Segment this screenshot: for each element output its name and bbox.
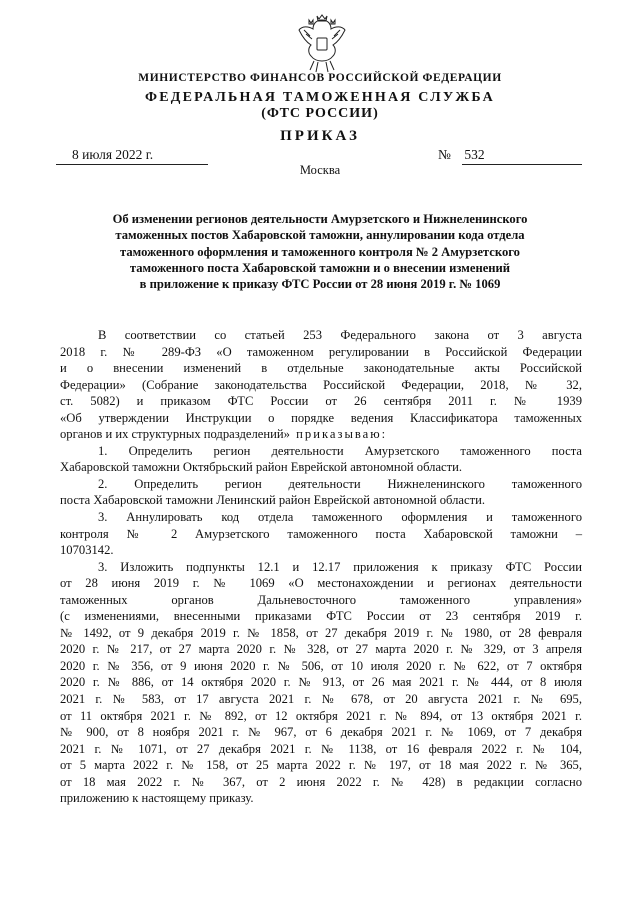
order-title [60, 211, 580, 292]
document-type: ПРИКАЗ [280, 128, 360, 144]
title-line: таможенного поста Хабаровской таможни и о внесении изменений [129, 260, 511, 275]
body-line: органов и их структурных подразделений» [60, 427, 290, 442]
body-line: и о внесении изменений в отдельные законодательные акты Российской [60, 361, 582, 376]
title-line: в приложение к приказу ФТС России от 28 июня 2019 г. № 1069 [139, 277, 501, 292]
body-line: 3. Изложить подпункты 12.1 и 12.17 приложения к приказу ФТС России [98, 559, 582, 574]
body-line: 2021 г. № 583, от 17 августа 2021 г. № 678, от 20 августа 2021 г. № 695, [60, 692, 582, 707]
body-line: «Об утверждении Инструкции о порядке ведения Классификатора таможенных [60, 410, 582, 425]
number-sign: № [438, 147, 451, 162]
body-line: 2020 г. № 356, от 9 июня 2020 г. № 506, от 10 июля 2020 г. № 622, от 7 октября [60, 658, 582, 673]
title-line: Об изменении регионов деятельности Амурзетского и Нижнеленинского [112, 212, 528, 226]
body-line-with-directive [60, 426, 582, 443]
body-line: 2018 г. № 289-ФЗ «О таможенном регулировании в Российской Федерации [60, 344, 582, 359]
directive-word: приказываю: [296, 427, 388, 442]
city: Москва [299, 163, 341, 177]
body-line: 10703142. [60, 543, 114, 558]
body-line: 2020 г. № 217, от 27 марта 2020 г. № 328, от 27 марта 2020 г. № 329, от 3 апреля [60, 642, 582, 657]
body-line: приложению к настоящему приказу. [60, 791, 254, 806]
body-line: от 11 октября 2021 г. № 892, от 12 октября 2021 г. № 894, от 13 октября 2021 г. [60, 708, 582, 723]
order-body [60, 327, 582, 807]
coat-of-arms-emblem [296, 12, 348, 74]
body-line: ст. 5082) и приказом ФТС России от 26 сентября 2011 г. № 1939 [60, 394, 582, 409]
body-line: от 5 марта 2022 г. № 158, от 25 марта 2022 г. № 197, от 18 мая 2022 г. № 365, [60, 758, 582, 773]
body-line: 2021 г. № 1071, от 27 декабря 2021 г. № 1138, от 16 февраля 2022 г. № 104, [60, 741, 582, 756]
body-line: контроля № 2 Амурзетского таможенного поста Хабаровской таможни – [60, 526, 582, 541]
body-line: от 28 июня 2019 г. № 1069 «О местонахождении и регионах деятельности [60, 576, 582, 591]
title-line: таможенных постов Хабаровской таможни, аннулировании кода отдела [115, 228, 525, 243]
body-line: Федерации» (Собрание законодательства Российской Федерации, 2018, № 32, [60, 377, 582, 392]
order-date: 8 июля 2022 г. [72, 147, 154, 162]
body-line: № 900, от 8 ноября 2021 г. № 967, от 6 декабря 2021 г. № 1069, от 7 декабря [60, 725, 582, 740]
body-line: 3. Аннулировать код отдела таможенного оформления и таможенного [98, 510, 582, 525]
title-line: таможенного оформления и таможенного контроля № 2 Амурзетского [120, 244, 520, 259]
body-line: Хабаровской таможни Октябрьский район Еврейской автономной области. [60, 460, 463, 475]
ministry-name: МИНИСТЕРСТВО ФИНАНСОВ РОССИЙСКОЙ ФЕДЕРАЦИИ [138, 72, 502, 84]
order-number [438, 147, 485, 163]
body-line: 2020 г. № 886, от 14 октября 2020 г. № 913, от 26 мая 2021 г. № 444, от 8 июля [60, 675, 582, 690]
service-abbreviation: (ФТС РОССИИ) [261, 106, 379, 121]
body-line: (с изменениями, внесенными приказами ФТС России от 23 сентября 2019 г. [60, 609, 582, 624]
body-line: 2. Определить регион деятельности Нижнеленинского таможенного [98, 476, 582, 491]
number-value: 532 [464, 147, 485, 162]
body-line: № 1492, от 9 декабря 2019 г. № 1858, от 27 декабря 2019 г. № 1980, от 28 февраля [60, 625, 582, 640]
body-line: поста Хабаровской таможни Ленинский район Еврейской автономной области. [60, 493, 485, 508]
body-line: В соответствии со статьей 253 Федерального закона от 3 августа [98, 328, 582, 342]
body-line: таможенных органов Дальневосточного таможенного управления» [60, 592, 582, 607]
body-line: от 18 мая 2022 г. № 367, от 2 июня 2022 г. № 428) в редакции согласно [60, 774, 582, 789]
service-name: ФЕДЕРАЛЬНАЯ ТАМОЖЕННАЯ СЛУЖБА [145, 90, 495, 105]
body-line: 1. Определить регион деятельности Амурзетского таможенного поста [98, 443, 582, 458]
